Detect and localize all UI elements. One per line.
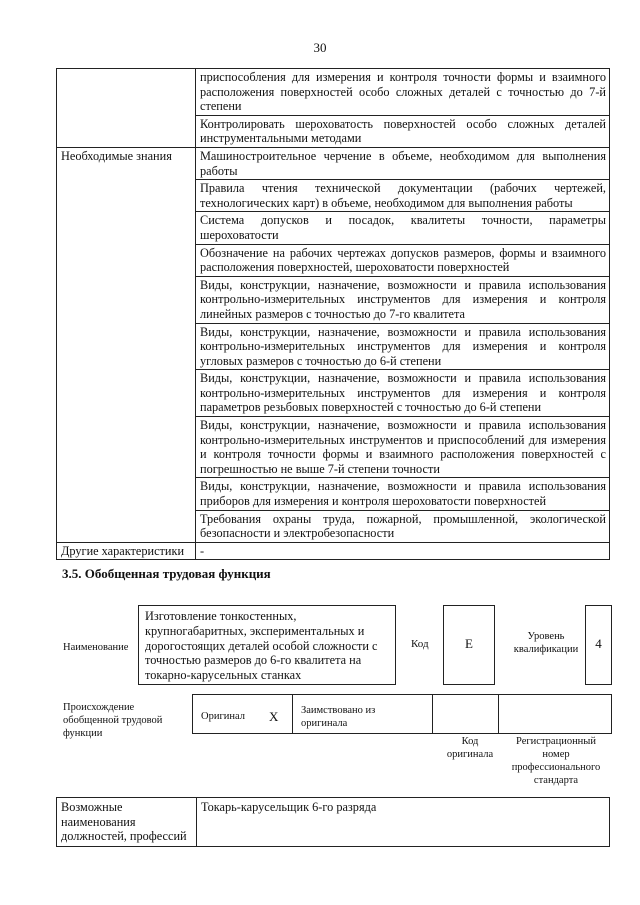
table-row xyxy=(57,69,610,116)
origin-label: Происхождение обобщенной трудовой функции xyxy=(63,702,163,739)
knowledge-item: Обозначение на рабочих чертежах допусков размеров, формы и взаимного расположения поверхностей, шероховатости поверхностей xyxy=(196,244,610,276)
code-label: Код xyxy=(411,638,429,650)
table-row xyxy=(57,798,610,847)
borrowed-cell xyxy=(293,695,433,733)
origin-table xyxy=(192,694,612,734)
row-label-other: Другие характеристики xyxy=(57,542,196,560)
original-mark: Х xyxy=(269,709,279,724)
code-original-cell xyxy=(433,695,499,733)
row-label-knowledge: Необходимые знания xyxy=(57,147,196,542)
qualification-level-value: 4 xyxy=(585,605,612,685)
skill-item: приспособления для измерения и контроля точности формы и взаимного расположения поверхностей особо сложных деталей с точностью до 7-й степени xyxy=(196,69,610,116)
original-cell xyxy=(193,695,293,733)
borrowed-label: Заимствовано из оригинала xyxy=(301,705,376,729)
requirements-table xyxy=(56,68,610,560)
table-row xyxy=(57,147,610,179)
positions-label: Возможные наименования должностей, профессий xyxy=(57,798,197,847)
other-value: - xyxy=(196,542,610,560)
knowledge-item: Машиностроительное черчение в объеме, необходимом для выполнения работы xyxy=(196,147,610,179)
row-label-blank xyxy=(57,69,196,148)
knowledge-item: Требования охраны труда, пожарной, промышленной, экологической безопасности и электробезопасности xyxy=(196,510,610,542)
positions-table xyxy=(56,797,610,847)
name-label: Наименование xyxy=(63,642,129,653)
code-value: Е xyxy=(443,605,495,685)
positions-value: Токарь-карусельщик 6-го разряда xyxy=(197,798,610,847)
knowledge-item: Виды, конструкции, назначение, возможности и правила использования контрольно-измерительных инструментов для измерения и контроля угловых размеров с точностью до 6-й степени xyxy=(196,323,610,370)
name-value: Изготовление тонкостенных, крупногабаритных, экспериментальных и дорогостоящих деталей особой сложности с точностью размеров до 6-го квалитета на токарно-карусельных станках xyxy=(138,605,396,685)
knowledge-item: Виды, конструкции, назначение, возможности и правила использования контрольно-измерительных инструментов для измерения и контроля линейных размеров с точностью до 7-го квалитета xyxy=(196,276,610,323)
table-row xyxy=(57,542,610,560)
knowledge-item: Правила чтения технической документации (рабочих чертежей, технологических карт) в объеме, необходимом для выполнения работы xyxy=(196,180,610,212)
knowledge-item: Виды, конструкции, назначение, возможности и правила использования контрольно-измерительных инструментов для измерения и контроля параметров резьбовых поверхностей с точностью до 6-й степени xyxy=(196,370,610,417)
qualification-level-label: Уровень квалификации xyxy=(513,631,579,655)
code-original-label: Код оригинала xyxy=(446,736,494,760)
original-label: Оригинал xyxy=(201,711,245,722)
skill-item: Контролировать шероховатость поверхностей особо сложных деталей инструментальными методами xyxy=(196,115,610,147)
registration-number-label: Регистрационный номер профессионального стандарта xyxy=(511,736,601,786)
section-heading: 3.5. Обобщенная трудовая функция xyxy=(62,566,271,581)
knowledge-item: Виды, конструкции, назначение, возможности и правила использования приборов для измерения и контроля шероховатости поверхностей xyxy=(196,478,610,510)
page-number: 30 xyxy=(313,40,327,55)
knowledge-item: Виды, конструкции, назначение, возможности и правила использования контрольно-измерительных инструментов и приспособлений для измерения и контроля точности формы и взаимного расположения поверхностей с погрешностью не выше 7-й степени точности xyxy=(196,417,610,478)
knowledge-item: Система допусков и посадок, квалитеты точности, параметры шероховатости xyxy=(196,212,610,244)
